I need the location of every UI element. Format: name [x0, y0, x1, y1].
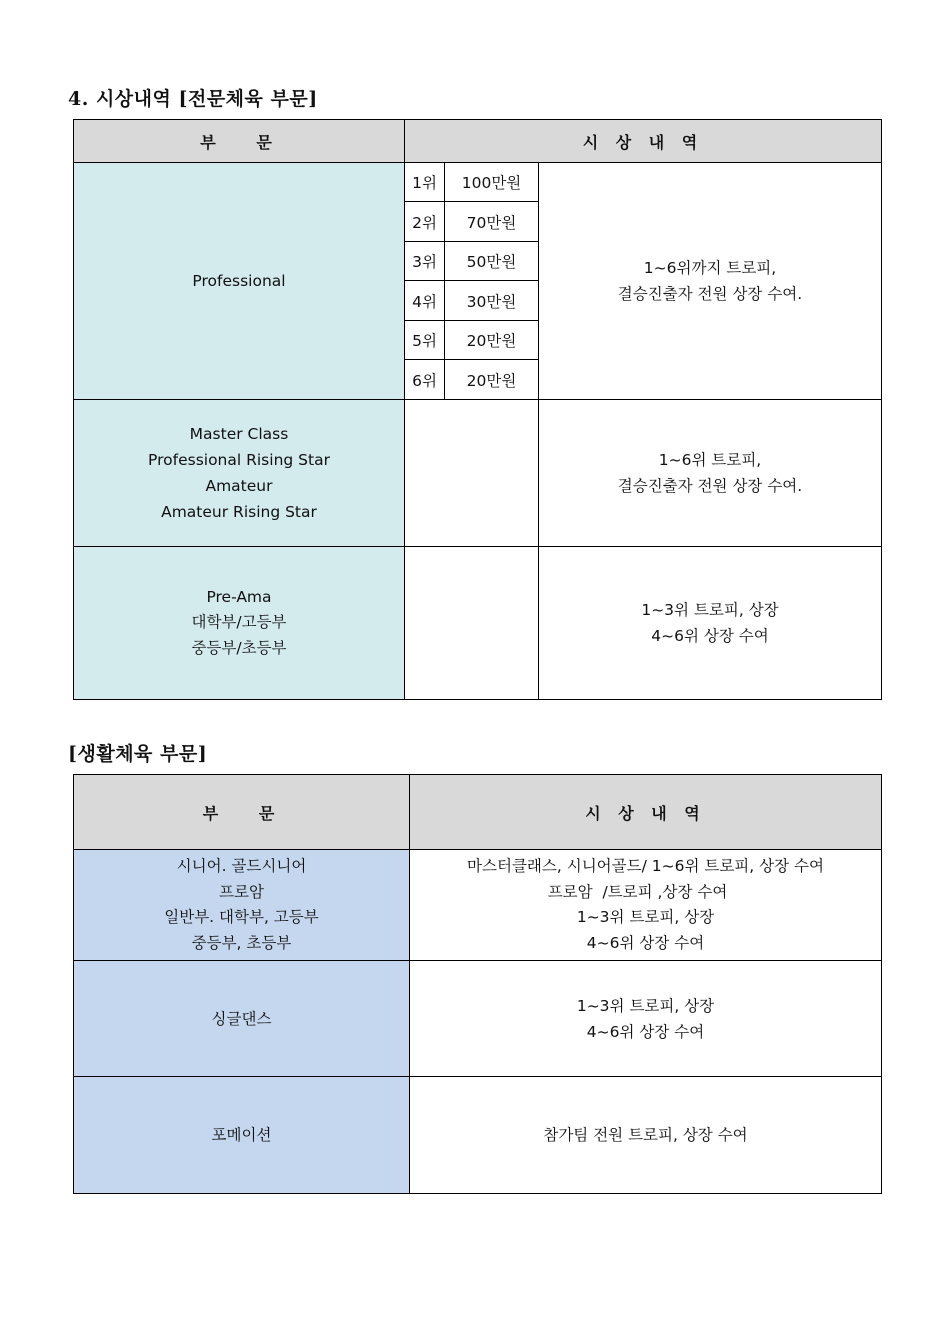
prize-amount-cell: 20만원	[445, 321, 539, 360]
prize-amount-cell: 20만원	[445, 360, 539, 400]
division-label: 중등부, 초등부	[191, 933, 292, 952]
rank-cell: 1위	[405, 163, 445, 202]
master-division-cell	[74, 400, 405, 547]
section2-title: [생활체육 부문]	[68, 743, 208, 765]
award-line: 참가팀 전원 트로피, 상장 수여	[543, 1126, 748, 1144]
rank-cell: 5위	[405, 321, 445, 360]
professional-division-cell	[74, 163, 405, 400]
professional-awards-table	[73, 119, 882, 700]
award-line: 4~6위 상장 수여	[586, 1022, 705, 1041]
award-line: 1~3위 트로피, 상장	[576, 908, 715, 926]
prize-amount-cell: 30만원	[445, 281, 539, 321]
prize-amount-cell: 70만원	[445, 202, 539, 242]
senior-award-cell	[410, 850, 882, 961]
division-label: 프로암	[219, 882, 264, 901]
division-label: 포메이션	[211, 1126, 272, 1144]
table-row	[74, 850, 882, 961]
rank-cell: 3위	[405, 242, 445, 281]
table-row	[74, 1077, 882, 1194]
rank-cell: 2위	[405, 202, 445, 242]
senior-division-cell	[74, 850, 410, 961]
division-label: 시니어. 골드시니어	[176, 857, 307, 875]
award-line: 마스터클래스, 시니어골드/ 1~6위 트로피, 상장 수여	[467, 857, 824, 875]
award-line: 1~6위 트로피,	[658, 451, 762, 469]
master-award-cell	[539, 400, 882, 547]
award-line: 결승진출자 전원 상장 수여.	[617, 285, 803, 303]
award-line: 1~6위까지 트로피,	[643, 259, 777, 277]
division-label: 대학부/고등부	[191, 613, 287, 632]
table-header-row	[74, 120, 882, 163]
table-row	[74, 163, 882, 202]
table-header-row	[74, 775, 882, 850]
formation-award-cell	[410, 1077, 882, 1194]
award-line: 1~3위 트로피, 상장	[576, 996, 715, 1015]
division-label: Amateur Rising Star	[161, 503, 317, 521]
table-row	[74, 961, 882, 1077]
award-header: 시 상 내 역	[405, 120, 882, 163]
lifestyle-awards-table	[73, 774, 882, 1194]
division-label: Amateur	[205, 477, 273, 495]
division-header: 부 문	[74, 775, 410, 850]
division-label: Professional Rising Star	[148, 451, 330, 469]
division-label: 싱글댄스	[211, 1009, 272, 1028]
single-dance-division-cell	[74, 961, 410, 1077]
division-label: Professional	[192, 272, 286, 290]
prize-amount-cell: 50만원	[445, 242, 539, 281]
division-label: Master Class	[189, 425, 289, 443]
table-row	[74, 547, 882, 700]
single-dance-award-cell	[410, 961, 882, 1077]
rank-cell: 4위	[405, 281, 445, 321]
division-label: 중등부/초등부	[191, 638, 287, 657]
formation-division-cell	[74, 1077, 410, 1194]
preama-division-cell	[74, 547, 405, 700]
preama-award-cell	[539, 547, 882, 700]
empty-prize-cell	[405, 547, 539, 700]
award-line: 1~3위 트로피, 상장	[641, 601, 779, 619]
prize-amount-cell: 100만원	[445, 163, 539, 202]
empty-prize-cell	[405, 400, 539, 547]
section1-title: 4. 시상내역 [전문체육 부문]	[68, 88, 318, 110]
award-header: 시 상 내 역	[410, 775, 882, 850]
rank-cell: 6위	[405, 360, 445, 400]
table-row	[74, 400, 882, 547]
award-line: 4~6위 상장 수여	[651, 627, 769, 645]
division-label: Pre-Ama	[206, 587, 272, 606]
award-line: 4~6위 상장 수여	[586, 933, 705, 952]
division-header: 부 문	[74, 120, 405, 163]
professional-award-cell	[539, 163, 882, 400]
award-line: 프로암 /트로피 ,상장 수여	[547, 882, 728, 901]
award-line: 결승진출자 전원 상장 수여.	[617, 477, 803, 495]
division-label: 일반부. 대학부, 고등부	[164, 908, 319, 926]
